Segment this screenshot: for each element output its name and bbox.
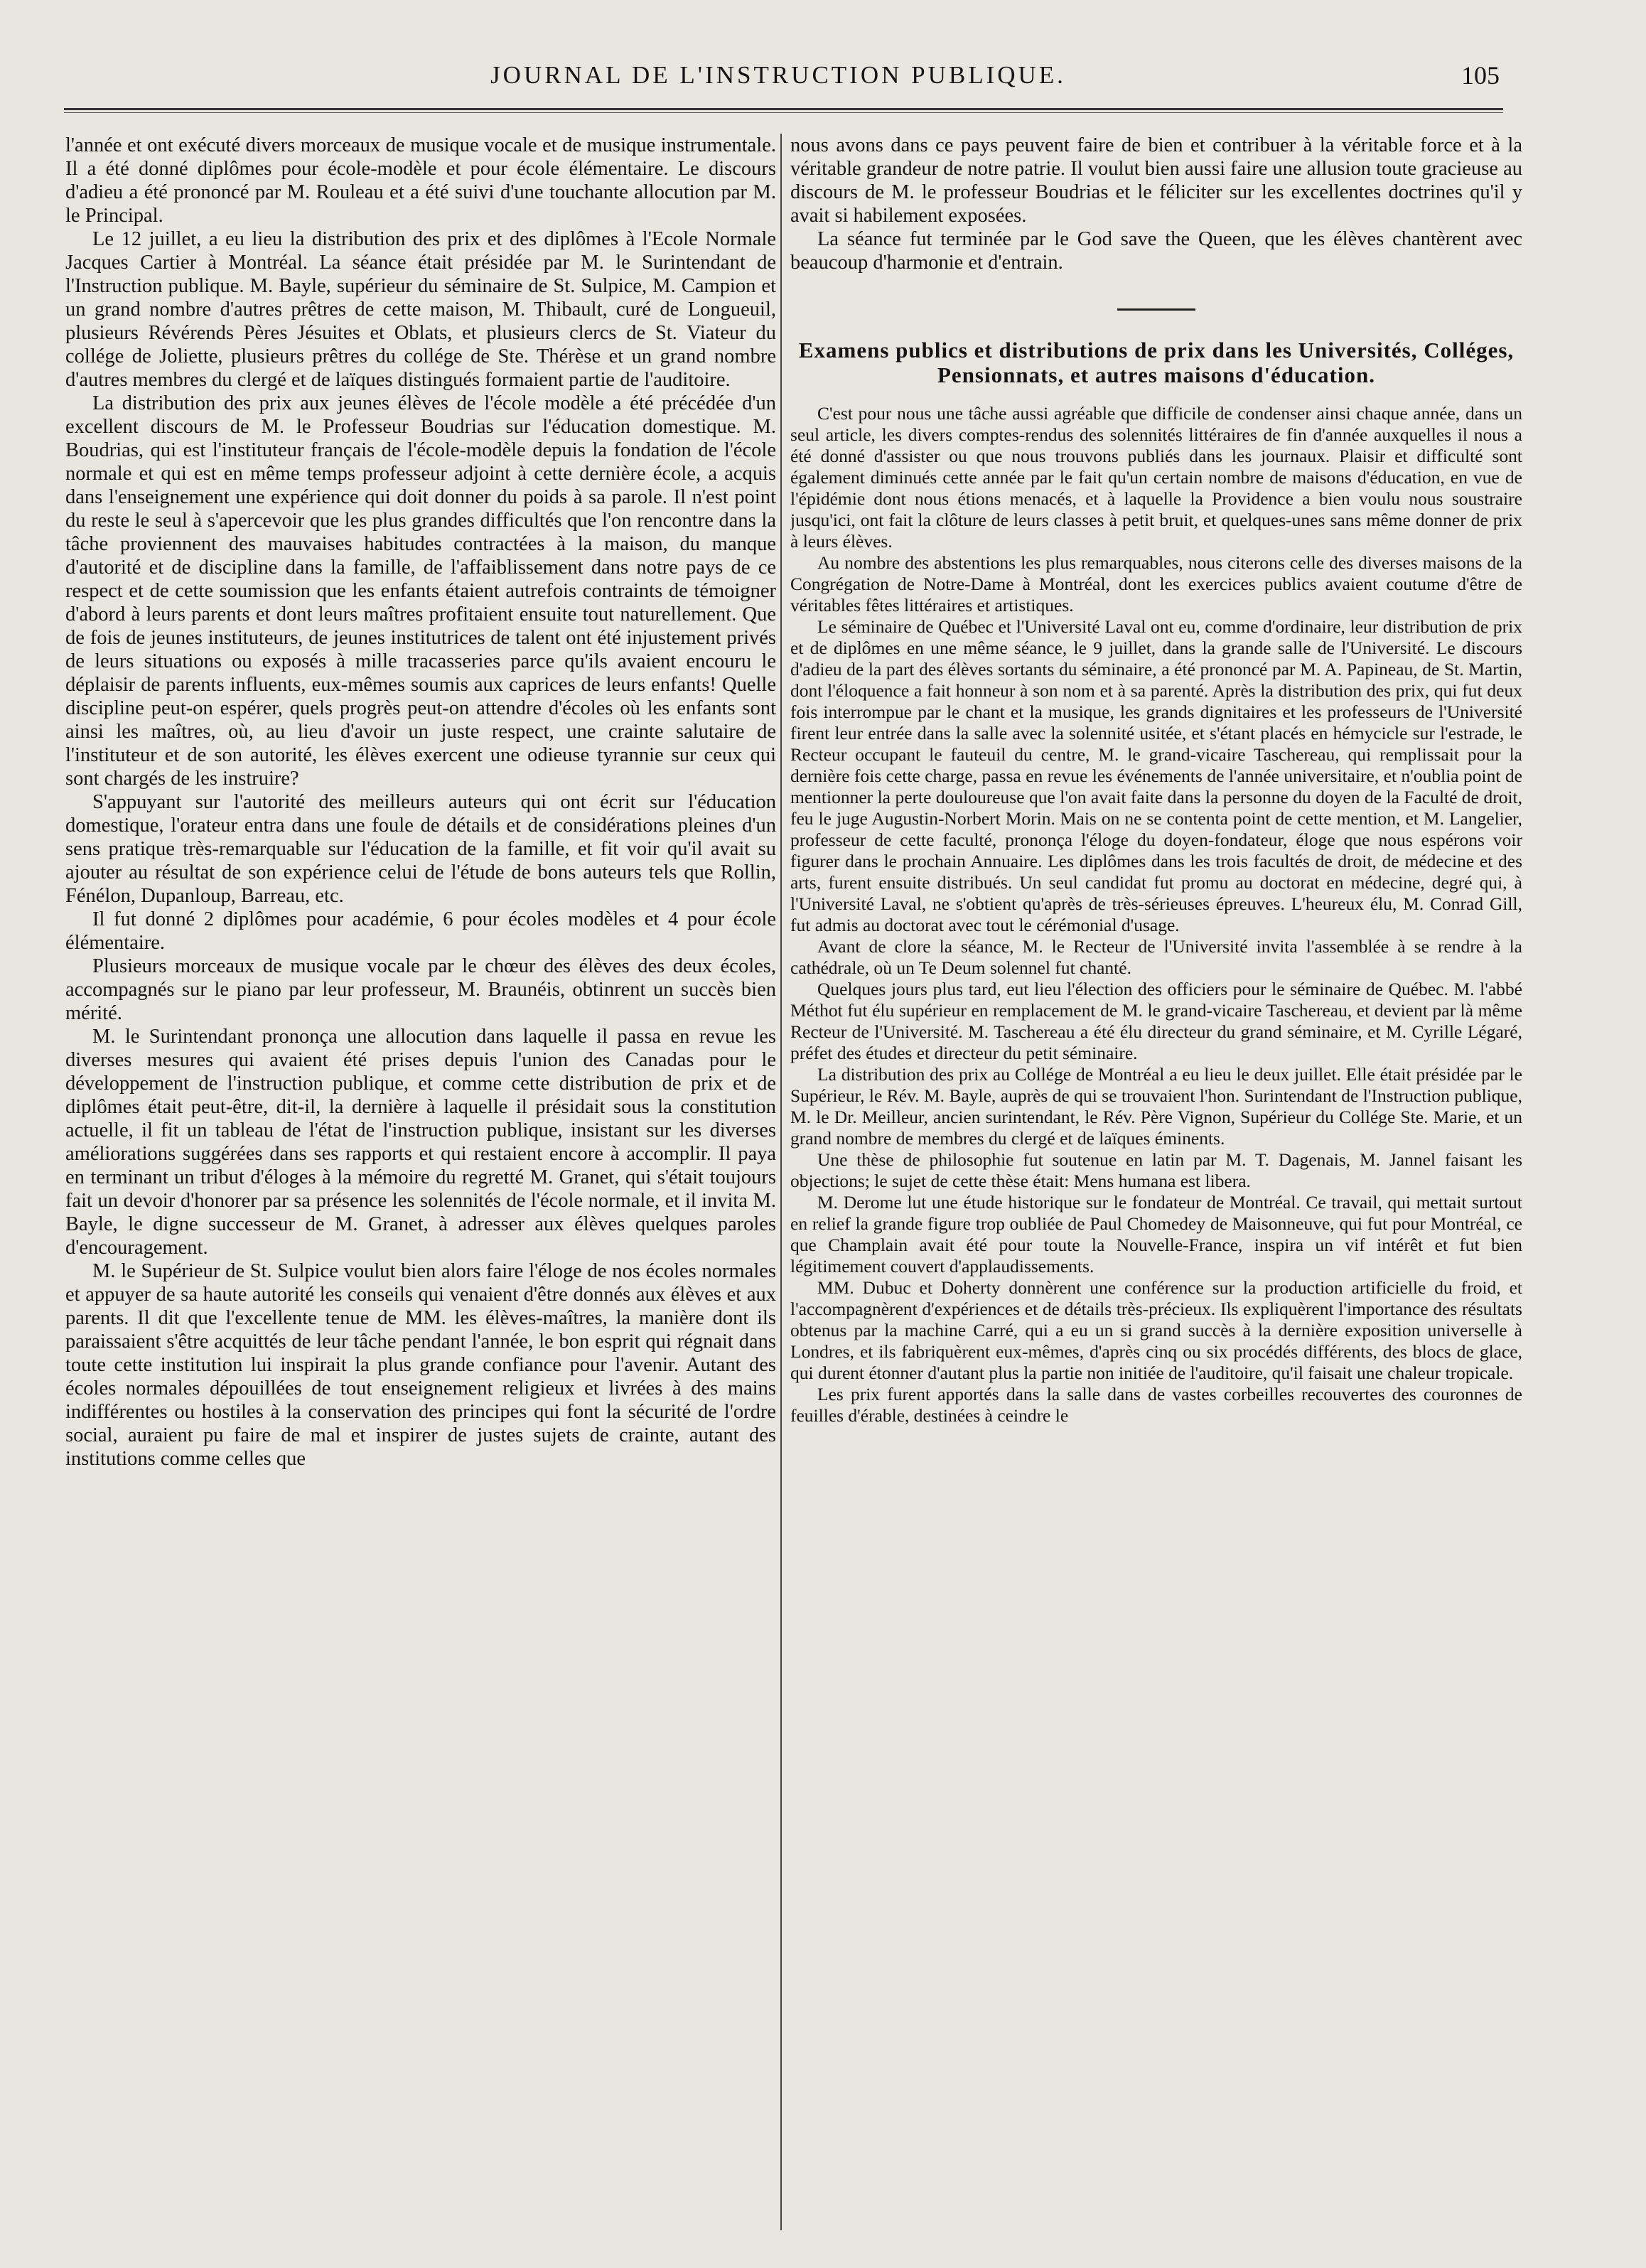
section-title: Examens publics et distributions de prix dans les Universités, Colléges, Pensionnats, et autres maisons d'éducation. [798, 338, 1515, 387]
paragraph: nous avons dans ce pays peuvent faire de bien et contribuer à la véritable force et à la véritable grandeur de notre patrie. Il voulut bien aussi faire une allusion toute gracieuse au discours de M. le professeur Boudrias et le féliciter sur les excellentes doctrines qu'il y avait si habilement exposées. [790, 134, 1522, 227]
paragraph: MM. Dubuc et Doherty donnèrent une conférence sur la production artificielle du froid, et l'accompagnèrent d'expériences et de détails très-précieux. Ils expliquèrent l'importance des résultats obtenus par la machine Carré, qui a eu un si grand succès à la dernière exposition universelle à Londres, et ils fabriquèrent eux-mêmes, d'après cinq ou six procédés différents, des blocs de glace, qui durent étonner d'autant plus la partie non initiée de l'auditoire, qu'il faisait une chaleur tropicale. [790, 1277, 1522, 1383]
paragraph: l'année et ont exécuté divers morceaux de musique vocale et de musique instrumentale. Il a été donné diplômes pour école-modèle et pour école élémentaire. Le discours d'adieu a été prononcé par M. Rouleau et a été suivi d'une touchante allocution par M. le Principal. [65, 134, 776, 227]
paragraph: Quelques jours plus tard, eut lieu l'élection des officiers pour le séminaire de Québec. M. l'abbé Méthot fut élu supérieur en remplacement de M. le grand-vicaire Taschereau, et devient par là même Recteur de l'Université. M. Taschereau a été élu directeur du grand séminaire, et M. Cyrille Légaré, préfet des études et directeur du petit séminaire. [790, 979, 1522, 1063]
paragraph: Une thèse de philosophie fut soutenue en latin par M. T. Dagenais, M. Jannel faisant les objections; le sujet de cette thèse était: Mens humana est libera. [790, 1149, 1522, 1191]
paragraph: La distribution des prix aux jeunes élèves de l'école modèle a été précédée d'un excellent discours de M. le Professeur Boudrias sur l'éducation domestique. M. Boudrias, qui est l'instituteur français de l'école-modèle depuis la fondation de l'école normale et qui est en même temps professeur adjoint à cette dernière école, a acquis dans l'enseignement une expérience qui doit donner du poids à sa parole. Il n'est point du reste le seul à s'apercevoir que les plus grandes difficultés que l'on rencontre dans la tâche proviennent des mauvaises habitudes contractées à la maison, du manque d'autorité et de discipline dans la famille, de l'affaiblissement dans notre pays de ce respect et de cette soumission que les enfants étaient autrefois contraints de témoigner d'abord à leurs parents et dont leurs maîtres profitaient ensuite tout naturellement. Que de fois de jeunes instituteurs, de jeunes institutrices de talent ont été injustement privés de leurs situations ou exposés à mille tracasseries parce qu'ils avaient encouru le déplaisir de parents influents, eux-mêmes soumis aux caprices de leurs enfants! Quelle discipline peut-on espérer, quels progrès peut-on attendre d'écoles où les enfants sont ainsi les maîtres, où, au lieu d'avoir un juste respect, une crainte salutaire de l'instituteur et de son autorité, les élèves exercent une odieuse tyrannie sur ceux qui sont chargés de les instruire? [65, 392, 776, 790]
header-rule [64, 108, 1503, 113]
paragraph: Les prix furent apportés dans la salle dans de vastes corbeilles recouvertes des couronnes de feuilles d'érable, destinées à ceindre le [790, 1384, 1522, 1426]
page-number: 105 [1461, 61, 1500, 90]
running-head: JOURNAL DE L'INSTRUCTION PUBLIQUE. [490, 61, 1066, 89]
section-separator [1117, 308, 1195, 311]
left-column [65, 134, 776, 2230]
right-column [790, 134, 1522, 2230]
paragraph: Avant de clore la séance, M. le Recteur de l'Université invita l'assemblée à se rendre à la cathédrale, où un Te Deum solennel fut chanté. [790, 936, 1522, 978]
paragraph: Au nombre des abstentions les plus remarquables, nous citerons celle des diverses maisons de la Congrégation de Notre-Dame à Montréal, dont les exercices publics avaient coutume d'être de véritables fêtes littéraires et artistiques. [790, 552, 1522, 616]
paragraph: M. le Supérieur de St. Sulpice voulut bien alors faire l'éloge de nos écoles normales et appuyer de sa haute autorité les conseils qui venaient d'être donnés aux élèves et aux parents. Il dit que l'excellente tenue de MM. les élèves-maîtres, la manière dont ils paraissaient s'être acquittés de leur tâche pendant l'année, le bon esprit qui régnait dans toute cette institution lui inspirait la plus grande confiance pour l'avenir. Autant des écoles normales dépouillées de tout enseignement religieux et livrées à des mains indifférentes ou hostiles à la conservation des principes qui font la sécurité de l'ordre social, auraient pu faire de mal et inspirer de justes sujets de crainte, autant des institutions comme celles que [65, 1260, 776, 1470]
paragraph: La séance fut terminée par le God save the Queen, que les élèves chantèrent avec beaucoup d'harmonie et d'entrain. [790, 228, 1522, 274]
paragraph: M. le Surintendant prononça une allocution dans laquelle il passa en revue les diverses mesures qui avaient été prises depuis l'union des Canadas pour le développement de l'instruction publique, et comme cette distribution de prix et de diplômes était peut-être, dit-il, la dernière à laquelle il présidait sous la constitution actuelle, il fit un tableau de l'état de l'instruction publique, insistant sur les diverses améliorations suggérées dans ses rapports et qui restaient encore à accomplir. Il paya en terminant un tribut d'éloges à la mémoire du regretté M. Granet, qui s'était toujours fait un devoir d'honorer par sa présence les solennités de l'école normale, et il invita M. Bayle, le digne successeur de M. Granet, à adresser aux élèves quelques paroles d'encouragement. [65, 1026, 776, 1259]
paragraph: Le 12 juillet, a eu lieu la distribution des prix et des diplômes à l'Ecole Normale Jacques Cartier à Montréal. La séance était présidée par M. le Surintendant de l'Instruction publique. M. Bayle, supérieur du séminaire de St. Sulpice, M. Campion et un grand nombre d'autres prêtres de cette maison, M. Thibault, curé de Longueuil, plusieurs Révérends Pères Jésuites et Oblats, et plusieurs clercs de St. Viateur du collége de Joliette, plusieurs prêtres du collége de Ste. Thérèse et un grand nombre d'autres membres du clergé et de laïques distingués formaient partie de l'auditoire. [65, 228, 776, 391]
paragraph: La distribution des prix au Collége de Montréal a eu lieu le deux juillet. Elle était présidée par le Supérieur, le Rév. M. Bayle, auprès de qui se trouvaient l'hon. Surintendant de l'Instruction publique, M. le Dr. Meilleur, ancien surintendant, le Rév. Père Vignon, Supérieur du Collége Ste. Marie, et un grand nombre de membres du clergé et de laïques éminents. [790, 1064, 1522, 1149]
paragraph: Plusieurs morceaux de musique vocale par le chœur des élèves des deux écoles, accompagnés sur le piano par leur professeur, M. Braunéis, obtinrent un succès bien mérité. [65, 955, 776, 1024]
column-divider [780, 134, 782, 2230]
paragraph: S'appuyant sur l'autorité des meilleurs auteurs qui ont écrit sur l'éducation domestique, l'orateur entra dans une foule de détails et de considérations pleines d'un sens pratique très-remarquable sur l'éducation de la famille, et fit voir qu'il avait su ajouter au résultat de son expérience celui de l'étude de bons auteurs tels que Rollin, Fénélon, Dupanloup, Barreau, etc. [65, 791, 776, 907]
paragraph: M. Derome lut une étude historique sur le fondateur de Montréal. Ce travail, qui mettait surtout en relief la grande figure trop oubliée de Paul Chomedey de Maisonneuve, qui fut pour Montréal, ce que Champlain avait été pour toute la Nouvelle-France, inspira un vif intérêt et fut bien légitimement couvert d'applaudissements. [790, 1192, 1522, 1277]
paragraph: C'est pour nous une tâche aussi agréable que difficile de condenser ainsi chaque année, dans un seul article, les divers comptes-rendus des solennités littéraires de fin d'année auxquelles il nous a été donné d'assister ou que nous trouvons publiés dans les journaux. Plaisir et difficulté sont également diminués cette année par le fait qu'un certain nombre de maisons d'éducation, en vue de l'épidémie dont nous étions menacés, et à laquelle la Providence a bien voulu nous soustraire jusqu'ici, ont fait la clôture de leurs classes à petit bruit, et quelques-unes sans même donner de prix à leurs élèves. [790, 403, 1522, 552]
paragraph: Il fut donné 2 diplômes pour académie, 6 pour écoles modèles et 4 pour école élémentaire. [65, 908, 776, 954]
paragraph: Le séminaire de Québec et l'Université Laval ont eu, comme d'ordinaire, leur distribution de prix et de diplômes en une même séance, le 9 juillet, dans la grande salle de l'Université. Le discours d'adieu de la part des élèves sortants du séminaire, a été prononcé par M. A. Papineau, de St. Martin, dont l'éloquence a fait honneur à son nom et à sa parenté. Après la distribution des prix, qui fut deux fois interrompue par le chant et la musique, les grands dignitaires et les professeurs de l'Université firent leur entrée dans la salle avec la solennité usitée, et s'étant placés en hémycicle sur l'estrade, le Recteur occupant le fauteuil du centre, M. le grand-vicaire Taschereau, qui remplissait pour la dernière fois cette charge, passa en revue les événements de l'année universitaire, et n'oublia point de mentionner la perte douloureuse que l'on avait faite dans la personne du doyen de la Faculté de droit, feu le juge Augustin-Norbert Morin. Mais on ne se contenta point de cette mention, et M. Langelier, professeur de cette faculté, prononça l'éloge du doyen-fondateur, éloge que nous espérons voir figurer dans le prochain Annuaire. Les diplômes dans les trois facultés de droit, de médecine et des arts, furent ensuite distribués. Un seul candidat fut promu au doctorat en médecine, degré qui, à l'Université Laval, ne s'obtient qu'après de très-sérieuses épreuves. L'heureux élu, M. Conrad Gill, fut admis au doctorat avec tout le cérémonial d'usage. [790, 616, 1522, 935]
